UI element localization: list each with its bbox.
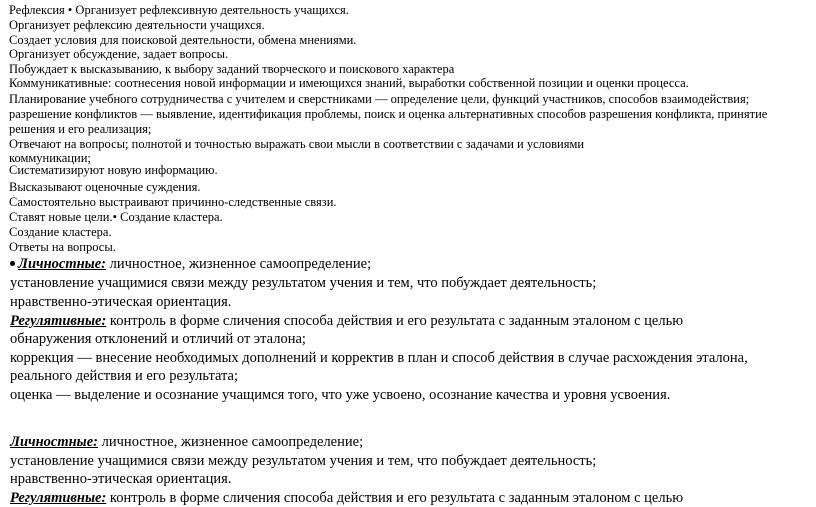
overlap-line-5: Побуждает к высказыванию, к выбору заданий творческого и поискового характера (9, 62, 455, 76)
section1-line-5: обнаружения отклонений и отличий от эталона; (10, 331, 306, 347)
overlap-line-7: Планирование учебного сотрудничества с учителем и сверстниками — определение цели, функций участников, способов взаимодействия; (9, 92, 750, 106)
section1-regulatory-heading: Регулятивные: (10, 313, 107, 329)
section2-regulatory-line (10, 490, 683, 507)
overlap-line-6: Коммуникативные: соотнесения новой информации и имеющихся знаний, выработки собственной позиции и оценки процесса. (9, 76, 689, 90)
bullet-icon (10, 261, 15, 266)
section1-personal-line (8, 256, 371, 273)
section1-personal-heading: Личностные: (18, 256, 107, 272)
overlap-line-9: решения и его реализация; (9, 122, 152, 136)
section1-line-7: реального действия и его результата; (10, 368, 239, 384)
overlap-line-15: Ставят новые цели.• Создание кластера. (9, 210, 223, 224)
section2-line-3: нравственно-этическая ориентация. (10, 471, 232, 487)
section1-line-8: оценка — выделение и осознание учащимся того, что уже усвоено, осознание качества и уровня усвоения. (10, 387, 671, 403)
section1-line-3: нравственно-этическая ориентация. (10, 294, 232, 310)
section2-regulatory-heading: Регулятивные: (10, 490, 107, 506)
section2-personal-line (10, 434, 363, 451)
overlap-line-12: Систематизируют новую информацию. (9, 163, 218, 177)
overlap-line-11: коммуникации; (9, 151, 91, 165)
overlap-line-17: Ответы на вопросы. (9, 240, 116, 254)
overlap-line-13: Высказывают оценочные суждения. (9, 180, 201, 194)
section1-regulatory-text: контроль в форме сличения способа действия и его результата с заданным эталоном с целью (106, 313, 684, 329)
overlap-line-10: Отвечают на вопросы; полнотой и точностью выражать свои мысли в соответствии с задачами и условиями (9, 137, 585, 151)
section1-line-6: коррекция — внесение необходимых дополнений и корректив в план и способ действия в случае расхождения эталона, (10, 350, 748, 366)
overlap-line-4: Организует обсуждение, задает вопросы. (9, 47, 229, 61)
section2-personal-text: личностное, жизненное самоопределение; (98, 434, 364, 450)
overlap-line-2: Организует рефлексию деятельности учащихся. (9, 18, 265, 32)
section2-line-2: установление учащимися связи между результатом учения и тем, что побуждает деятельность; (10, 453, 597, 469)
section2-regulatory-text: контроль в форме сличения способа действия и его результата с заданным эталоном с целью (106, 490, 684, 506)
overlap-line-1: Рефлексия • Организует рефлексивную деятельность учащихся. (9, 3, 349, 17)
overlap-line-16: Создание кластера. (9, 225, 112, 239)
section1-line-2: установление учащимися связи между результатом учения и тем, что побуждает деятельность; (10, 275, 597, 291)
section1-personal-text: личностное, жизненное самоопределение; (106, 256, 372, 272)
overlap-line-3: Создает условия для поисковой деятельности, обмена мнениями. (9, 33, 357, 47)
overlap-line-8: разрешение конфликтов — выявление, идентификация проблемы, поиск и оценка альтернативных способов разрешения конфликта, принятие (9, 107, 768, 121)
section2-personal-heading: Личностные: (10, 434, 99, 450)
overlap-line-14: Самостоятельно выстраивают причинно-следственные связи. (9, 195, 337, 209)
section1-regulatory-line (10, 313, 683, 330)
